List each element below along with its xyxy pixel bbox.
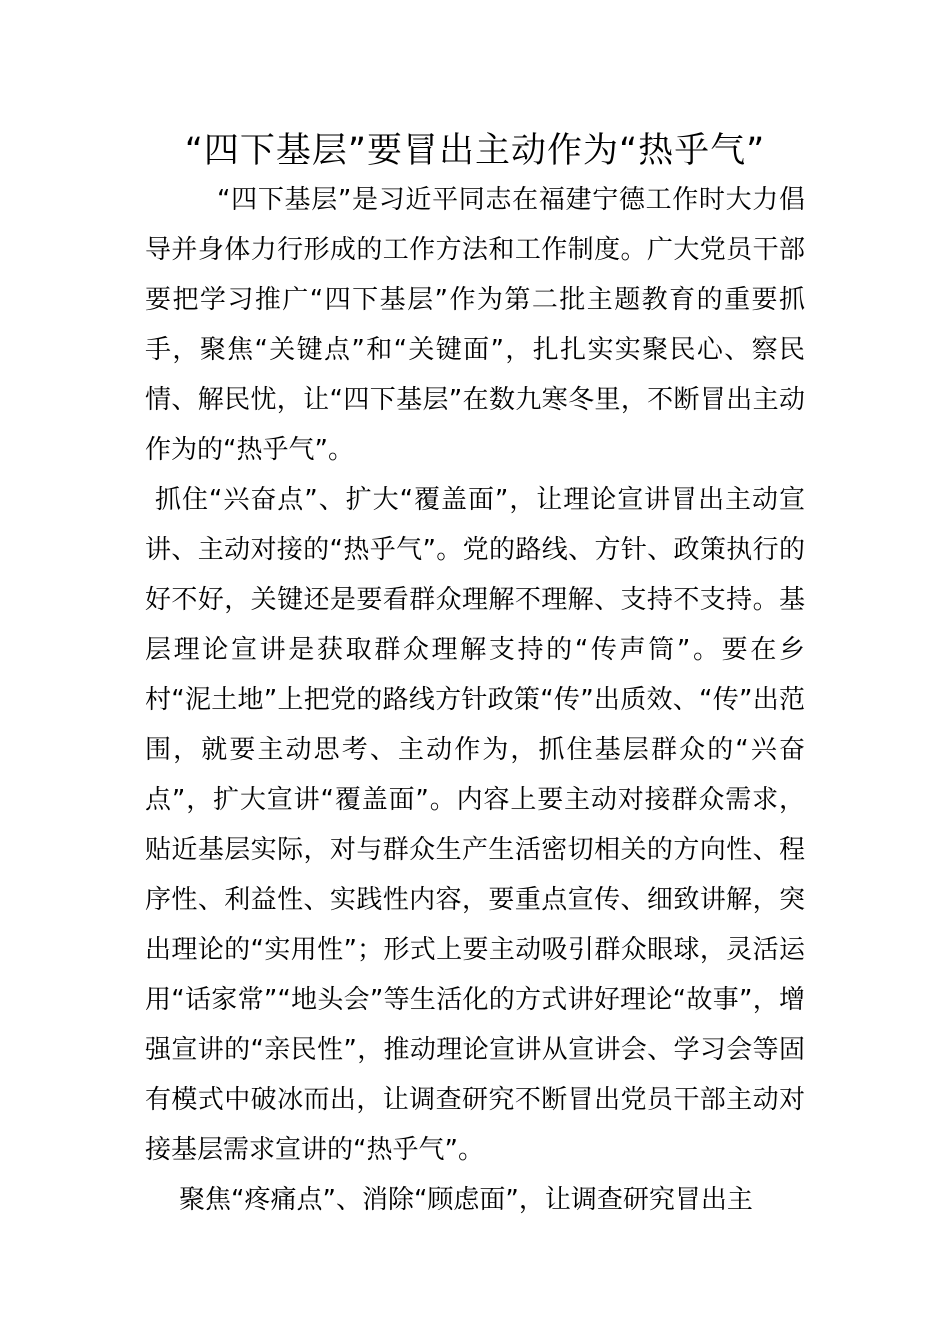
document-title: “四下基层”要冒出主动作为“热乎气” [184, 131, 766, 171]
paragraph-theory-lecture: 抓住“兴奋点”、扩大“覆盖面”，让理论宣讲冒出主动宣讲、主动对接的“热乎气”。党的路线、方针、政策执行的好不好，关键还是要看群众理解不理解、支持不支持。基层理论宣讲是获取群众理解支持的“传声筒”。要在乡村“泥土地”上把党的路线方针政策“传”出质效、“传”出范围，就要主动思考、主动作为，抓住基层群众的“兴奋点”，扩大宣讲“覆盖面”。内容上要主动对接群众需求，贴近基层实际，对与群众生产生活密切相关的方向性、程序性、利益性、实践性内容，要重点宣传、细致讲解，突出理论的“实用性”；形式上要主动吸引群众眼球，灵活运用“话家常”“地头会”等生活化的方式讲好理论“故事”，增强宣讲的“亲民性”，推动理论宣讲从宣讲会、学习会等固有模式中破冰而出，让调查研究不断冒出党员干部主动对接基层需求宣讲的“热乎气”。 [145, 485, 805, 1165]
paragraph-intro: “四下基层”是习近平同志在福建宁德工作时大力倡导并身体力行形成的工作方法和工作制度。广大党员干部要把学习推广“四下基层”作为第二批主题教育的重要抓手，聚焦“关键点”和“关键面”，扎扎实实聚民心、察民情、解民忧，让“四下基层”在数九寒冬里，不断冒出主动作为的“热乎气”。 [145, 185, 805, 465]
document-body [145, 175, 805, 1225]
paragraph-research: 聚焦“疼痛点”、消除“顾虑面”，让调查研究冒出主 [179, 1185, 753, 1215]
